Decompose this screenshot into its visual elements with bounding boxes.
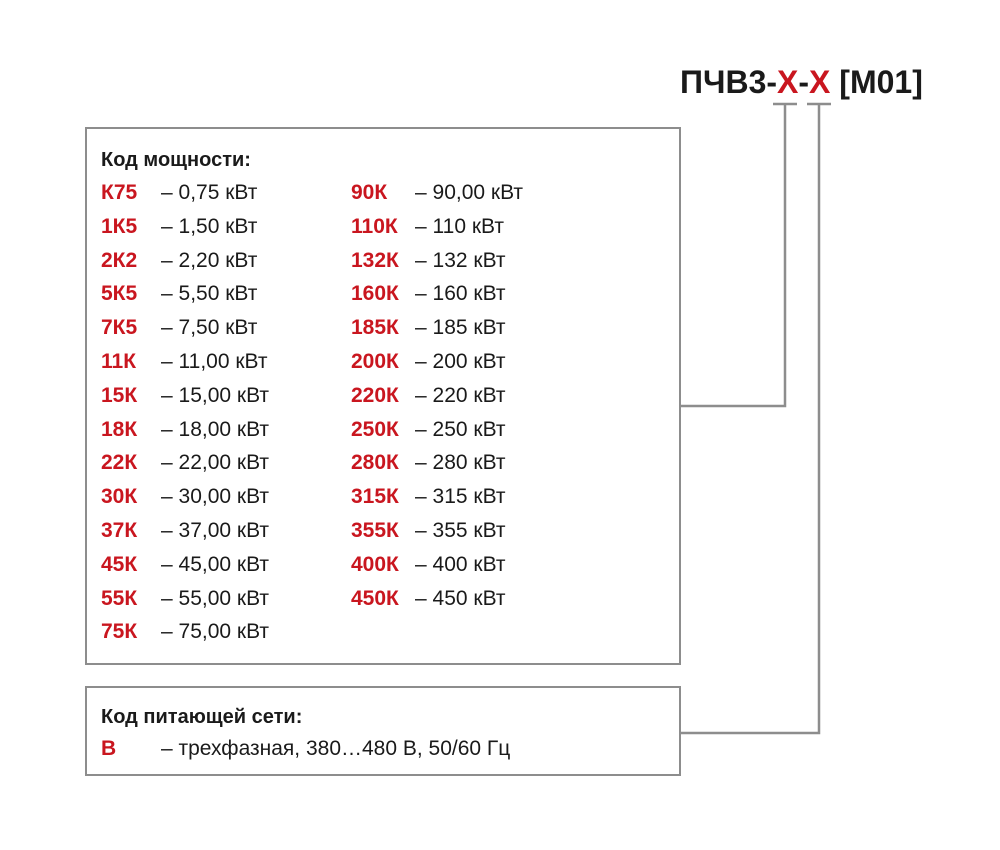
power-desc: – 11,00 кВт bbox=[161, 350, 268, 373]
power-desc: – 75,00 кВт bbox=[161, 620, 270, 644]
power-code: 110К bbox=[351, 214, 398, 238]
power-code: 200К bbox=[351, 350, 399, 373]
power-code-box bbox=[85, 127, 681, 665]
power-desc: – 315 кВт bbox=[415, 485, 506, 509]
power-code-entry bbox=[101, 585, 269, 613]
power-code-entry bbox=[351, 314, 506, 342]
power-code-entry bbox=[101, 551, 269, 579]
power-code-entry bbox=[351, 517, 506, 545]
power-code: 37К bbox=[101, 519, 138, 542]
power-desc: – 450 кВт bbox=[415, 586, 506, 610]
power-code-entry bbox=[351, 483, 506, 511]
power-desc: – 220 кВт bbox=[415, 383, 506, 407]
power-code-entry bbox=[351, 213, 504, 241]
mains-code-box bbox=[85, 686, 681, 776]
power-code: 30К bbox=[101, 485, 138, 509]
power-code: 250К bbox=[351, 417, 399, 441]
power-desc: – 90,00 кВт bbox=[415, 181, 524, 204]
power-code-entry bbox=[101, 416, 269, 444]
power-code: 22К bbox=[101, 451, 138, 475]
power-desc: – 2,20 кВт bbox=[161, 248, 258, 272]
power-code-heading: Код мощности: bbox=[101, 149, 251, 171]
power-code: 90К bbox=[351, 181, 388, 204]
power-code: 11К bbox=[101, 350, 137, 373]
power-code-entry bbox=[101, 247, 257, 275]
power-code-entry bbox=[101, 382, 269, 410]
power-code: 1К5 bbox=[101, 214, 138, 238]
power-code-entry bbox=[351, 449, 506, 477]
power-code-entry bbox=[351, 179, 523, 207]
power-code: 45К bbox=[101, 552, 138, 576]
power-code-entry bbox=[101, 618, 269, 646]
mains-connector-path bbox=[681, 104, 819, 733]
power-desc: – 0,75 кВт bbox=[161, 181, 258, 204]
power-code-entry bbox=[101, 449, 269, 477]
power-code: 55К bbox=[101, 586, 138, 610]
power-desc: – 7,50 кВт bbox=[161, 316, 258, 340]
power-code: 5К5 bbox=[101, 282, 138, 306]
mains-code-entry bbox=[101, 735, 510, 763]
power-desc: – 5,50 кВт bbox=[161, 282, 258, 306]
model-prefix: ПЧВ3- bbox=[680, 64, 778, 100]
power-code: 280К bbox=[351, 451, 399, 475]
power-desc: – 22,00 кВт bbox=[161, 451, 270, 475]
mains-code-heading: Код питающей сети: bbox=[101, 706, 303, 728]
mains-code-placeholder: Х bbox=[809, 64, 831, 100]
power-code-entry bbox=[351, 382, 506, 410]
power-code-entry bbox=[351, 348, 506, 376]
power-code-entry bbox=[351, 416, 506, 444]
power-code: 315К bbox=[351, 485, 399, 509]
power-code: 355К bbox=[351, 519, 399, 542]
power-desc: – 1,50 кВт bbox=[161, 214, 258, 238]
power-desc: – 55,00 кВт bbox=[161, 586, 270, 610]
power-desc: – 37,00 кВт bbox=[161, 519, 270, 542]
power-code: 132К bbox=[351, 248, 399, 272]
power-code-entry bbox=[101, 314, 257, 342]
power-desc: – 355 кВт bbox=[415, 519, 506, 542]
power-desc: – 132 кВт bbox=[415, 248, 506, 272]
mains-code: В bbox=[101, 737, 117, 760]
power-code: 220К bbox=[351, 383, 399, 407]
power-code: 400К bbox=[351, 552, 399, 576]
power-code: 15К bbox=[101, 383, 138, 407]
power-code-entry bbox=[351, 280, 506, 308]
power-desc: – 18,00 кВт bbox=[161, 417, 270, 441]
power-code: 7К5 bbox=[101, 316, 138, 340]
power-desc: – 200 кВт bbox=[415, 350, 506, 373]
power-code-entry bbox=[351, 247, 506, 275]
power-desc: – 400 кВт bbox=[415, 552, 506, 576]
mains-desc: – трехфазная, 380…480 В, 50/60 Гц bbox=[161, 737, 511, 760]
power-code-placeholder: Х bbox=[777, 64, 799, 100]
power-desc: – 110 кВт bbox=[415, 214, 504, 238]
power-code: 450К bbox=[351, 586, 399, 610]
power-code: 2К2 bbox=[101, 248, 138, 272]
power-code-entry bbox=[101, 179, 257, 207]
power-code: 185К bbox=[351, 316, 399, 340]
power-connector-path bbox=[681, 104, 785, 406]
power-code-entry bbox=[101, 483, 269, 511]
power-desc: – 250 кВт bbox=[415, 417, 506, 441]
power-code-entry bbox=[351, 551, 506, 579]
power-code-entry bbox=[101, 517, 269, 545]
power-code: 18К bbox=[101, 417, 138, 441]
power-code: К75 bbox=[101, 181, 138, 204]
power-desc: – 185 кВт bbox=[415, 316, 506, 340]
model-separator: - bbox=[798, 64, 810, 100]
model-suffix: [М01] bbox=[830, 64, 923, 100]
power-code: 160К bbox=[351, 282, 399, 306]
power-desc: – 30,00 кВт bbox=[161, 485, 270, 509]
power-desc: – 15,00 кВт bbox=[161, 383, 270, 407]
power-code-entry bbox=[101, 348, 267, 376]
power-code-entry bbox=[101, 213, 257, 241]
power-desc: – 45,00 кВт bbox=[161, 552, 270, 576]
power-code-entry bbox=[101, 280, 257, 308]
power-code-entry bbox=[351, 585, 506, 613]
power-desc: – 160 кВт bbox=[415, 282, 506, 306]
power-code: 75К bbox=[101, 620, 138, 644]
power-desc: – 280 кВт bbox=[415, 451, 506, 475]
